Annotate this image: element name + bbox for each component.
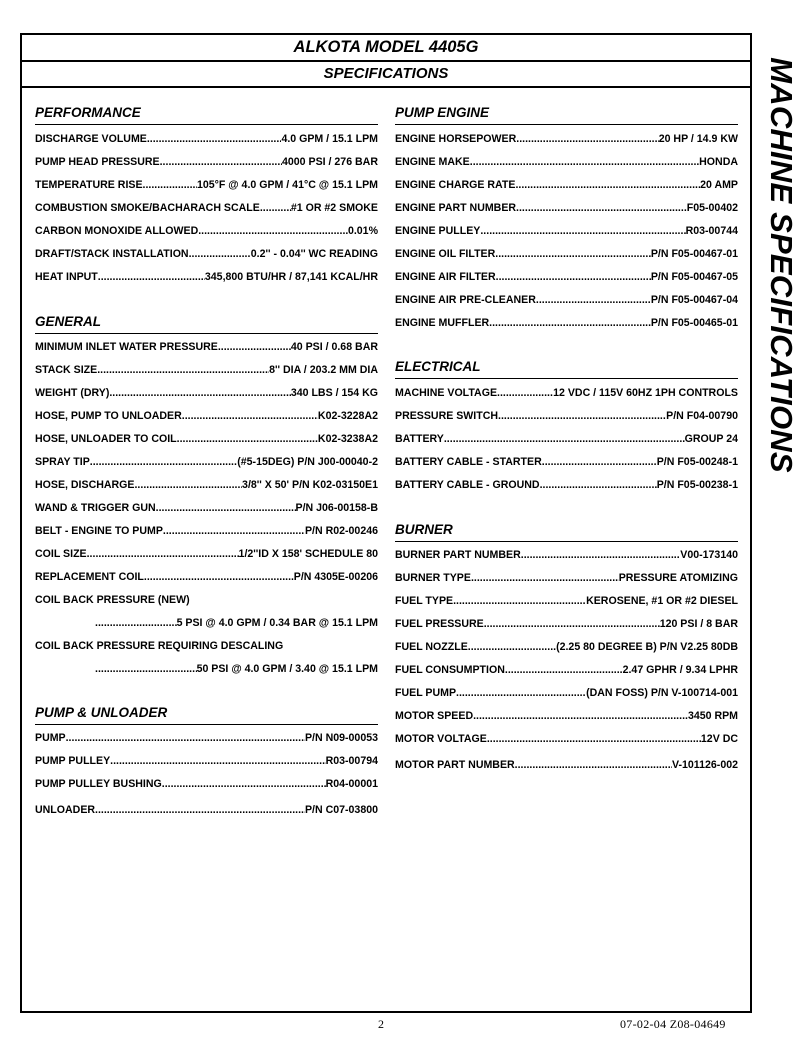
spec-row (35, 362, 378, 378)
spec-row (395, 269, 738, 285)
spec-row (35, 661, 378, 677)
spec-value: 20 AMP (700, 179, 738, 191)
spec-value: 2.47 GPHR / 9.34 LPHR (622, 664, 738, 676)
spec-row (395, 385, 738, 401)
spec-row (35, 569, 378, 585)
spec-value: P/N F05-00467-05 (650, 271, 738, 283)
spec-row (395, 292, 738, 308)
spec-row (35, 339, 378, 355)
spec-value: R03-00794 (325, 755, 378, 767)
spec-label: HOSE, PUMP TO UNLOADER (35, 410, 182, 422)
spec-label: HOSE, UNLOADER TO COIL (35, 433, 177, 445)
spec-row (395, 315, 738, 331)
spec-value: GROUP 24 (684, 433, 738, 445)
spec-value: 340 LBS / 154 KG (290, 387, 378, 399)
page-subtitle: SPECIFICATIONS (22, 62, 750, 88)
side-title (754, 30, 808, 500)
spec-value: R04-00001 (325, 778, 378, 790)
spec-row (35, 454, 378, 470)
spec-value: P/N F05-00465-01 (650, 317, 738, 329)
spec-label: BURNER PART NUMBER (395, 549, 521, 561)
spec-row (35, 753, 378, 769)
spec-value: 120 PSI / 8 BAR (659, 618, 738, 630)
descaling-label: COIL BACK PRESSURE REQUIRING DESCALING (35, 640, 284, 652)
spec-label: SPRAY TIP (35, 456, 90, 468)
spec-label: HEAT INPUT (35, 271, 98, 283)
spec-value: R03-00744 (685, 225, 738, 237)
spec-row (35, 523, 378, 539)
spec-label: ENGINE MAKE (395, 156, 470, 168)
spec-row (35, 200, 378, 216)
pump-unloader-heading: PUMP & UNLOADER (35, 704, 378, 725)
spec-row (35, 802, 378, 818)
spec-value: (2.25 80 DEGREE B) P/N V2.25 80DB (556, 641, 738, 653)
spec-row (35, 431, 378, 447)
spec-label: FUEL NOZZLE (395, 641, 468, 653)
spec-label: UNLOADER (35, 804, 96, 816)
spec-value: P/N N09-00053 (304, 732, 378, 744)
spec-value: 8'' DIA / 203.2 MM DIA (269, 364, 378, 376)
spec-row (35, 177, 378, 193)
spec-row (395, 246, 738, 262)
spec-label: BATTERY (395, 433, 444, 445)
spec-label: MINIMUM INLET WATER PRESSURE (35, 341, 218, 353)
spec-value: P/N J06-00158-B (295, 502, 378, 514)
spec-row (35, 269, 378, 285)
spec-value: P/N F05-00467-04 (650, 294, 738, 306)
spec-label: PRESSURE SWITCH (395, 410, 499, 422)
spec-label: HOSE, DISCHARGE (35, 479, 135, 491)
spec-value: 12V DC (700, 733, 738, 745)
spec-label: PUMP PULLEY (35, 755, 111, 767)
spec-value: #1 OR #2 SMOKE (290, 202, 378, 214)
spec-value: 1/2''ID X 158' SCHEDULE 80 (238, 548, 378, 560)
spec-label: ENGINE MUFFLER (395, 317, 490, 329)
spec-value: P/N R02-00246 (304, 525, 378, 537)
spec-value: K02-3238A2 (317, 433, 378, 445)
spec-row (395, 570, 738, 586)
spec-row (395, 708, 738, 724)
spec-value: 40 PSI / 0.68 BAR (290, 341, 378, 353)
spec-label: ENGINE AIR FILTER (395, 271, 496, 283)
spec-value: KEROSENE, #1 OR #2 DIESEL (586, 595, 738, 607)
spec-label: COMBUSTION SMOKE/BACHARACH SCALE (35, 202, 260, 214)
spec-label: MACHINE VOLTAGE (395, 387, 498, 399)
spec-label: BATTERY CABLE - STARTER (395, 456, 542, 468)
spec-label: ENGINE OIL FILTER (395, 248, 496, 260)
spec-label: COIL SIZE (35, 548, 87, 560)
coil-back-pressure-label: COIL BACK PRESSURE (NEW) (35, 594, 190, 606)
spec-label: DRAFT/STACK INSTALLATION (35, 248, 189, 260)
spec-row (395, 731, 738, 747)
spec-row (35, 730, 378, 746)
spec-value: 105°F @ 4.0 GPM / 41°C @ 15.1 LPM (196, 179, 378, 191)
spec-row (395, 200, 738, 216)
spec-row (395, 431, 738, 447)
spec-value: P/N F04-00790 (666, 410, 738, 422)
spec-label: FUEL CONSUMPTION (395, 664, 505, 676)
spec-row (395, 593, 738, 609)
spec-row (395, 616, 738, 632)
spec-label: ENGINE AIR PRE-CLEANER (395, 294, 536, 306)
spec-label: CARBON MONOXIDE ALLOWED (35, 225, 199, 237)
spec-label: TEMPERATURE RISE (35, 179, 143, 191)
spec-label: MOTOR VOLTAGE (395, 733, 487, 745)
spec-label: ENGINE CHARGE RATE (395, 179, 516, 191)
spec-label: FUEL TYPE (395, 595, 454, 607)
spec-row (395, 477, 738, 493)
spec-label: REPLACEMENT COIL (35, 571, 144, 583)
spec-value: K02-3228A2 (317, 410, 378, 422)
spec-row (395, 223, 738, 239)
spec-label: ENGINE HORSEPOWER (395, 133, 517, 145)
spec-value: 4.0 GPM / 15.1 LPM (281, 133, 378, 145)
spec-row (395, 685, 738, 701)
spec-label: MOTOR SPEED (395, 710, 474, 722)
spec-label: PUMP PULLEY BUSHING (35, 778, 162, 790)
page-number: 2 (378, 1017, 384, 1031)
spec-sheet-frame (20, 33, 752, 1013)
spec-value: V00-173140 (680, 549, 738, 561)
descaling-value: 50 PSI @ 4.0 GPM / 3.40 @ 15.1 LPM (196, 663, 378, 675)
electrical-heading: ELECTRICAL (395, 358, 738, 379)
spec-value: (#5-15DEG) P/N J00-00040-2 (237, 456, 378, 468)
spec-row (35, 546, 378, 562)
spec-value: P/N C07-03800 (304, 804, 378, 816)
spec-row (35, 408, 378, 424)
spec-value: PRESSURE ATOMIZING (618, 572, 738, 584)
spec-label: BURNER TYPE (395, 572, 471, 584)
page-title: ALKOTA MODEL 4405G (22, 35, 750, 62)
spec-value: 0.01% (347, 225, 378, 237)
spec-value: F05-00402 (686, 202, 738, 214)
pump-engine-heading: PUMP ENGINE (395, 104, 738, 125)
spec-label: MOTOR PART NUMBER (395, 759, 515, 771)
spec-row (35, 131, 378, 147)
spec-label: DISCHARGE VOLUME (35, 133, 147, 145)
spec-row (35, 615, 378, 631)
spec-row (35, 500, 378, 516)
spec-value: 3450 RPM (687, 710, 738, 722)
spec-row (35, 223, 378, 239)
spec-label: ENGINE PART NUMBER (395, 202, 517, 214)
spec-label: PUMP (35, 732, 66, 744)
spec-value: P/N F05-00467-01 (650, 248, 738, 260)
general-heading: GENERAL (35, 313, 378, 334)
spec-value: 3/8'' X 50' P/N K02-03150E1 (242, 479, 378, 491)
coil-back-pressure-value: 5 PSI @ 4.0 GPM / 0.34 BAR @ 15.1 LPM (176, 617, 378, 629)
spec-row (35, 776, 378, 792)
spec-label: WEIGHT (DRY) (35, 387, 110, 399)
spec-label: FUEL PUMP (395, 687, 457, 699)
spec-value: 4000 PSI / 276 BAR (282, 156, 378, 168)
spec-row (35, 154, 378, 170)
spec-row (395, 408, 738, 424)
spec-row (395, 154, 738, 170)
spec-label: WAND & TRIGGER GUN (35, 502, 156, 514)
performance-heading: PERFORMANCE (35, 104, 378, 125)
burner-heading: BURNER (395, 521, 738, 542)
spec-row (395, 177, 738, 193)
spec-label: ENGINE PULLEY (395, 225, 481, 237)
spec-row (35, 385, 378, 401)
spec-row (395, 757, 738, 773)
spec-value: 345,800 BTU/HR / 87,141 KCAL/HR (204, 271, 378, 283)
spec-value: 0.2'' - 0.04'' WC READING (250, 248, 378, 260)
spec-label: PUMP HEAD PRESSURE (35, 156, 160, 168)
spec-row (395, 547, 738, 563)
side-title-text: MACHINE SPECIFICATIONS (764, 57, 799, 473)
spec-row (395, 454, 738, 470)
document-code: 07-02-04 Z08-04649 (620, 1017, 726, 1031)
spec-value: HONDA (699, 156, 738, 168)
spec-row (395, 662, 738, 678)
spec-label: FUEL PRESSURE (395, 618, 484, 630)
spec-value: P/N F05-00248-1 (656, 456, 738, 468)
spec-label: BELT - ENGINE TO PUMP (35, 525, 163, 537)
spec-value: V-101126-002 (672, 759, 738, 771)
spec-value: (DAN FOSS) P/N V-100714-001 (586, 687, 738, 699)
spec-value: P/N F05-00238-1 (656, 479, 738, 491)
spec-value: P/N 4305E-00206 (293, 571, 378, 583)
spec-row (395, 639, 738, 655)
spec-label: STACK SIZE (35, 364, 98, 376)
spec-value: 20 HP / 14.9 KW (658, 133, 738, 145)
spec-row (35, 246, 378, 262)
spec-label: BATTERY CABLE - GROUND (395, 479, 540, 491)
spec-row (35, 477, 378, 493)
spec-row (395, 131, 738, 147)
spec-value: 12 VDC / 115V 60HZ 1PH CONTROLS (553, 387, 738, 399)
